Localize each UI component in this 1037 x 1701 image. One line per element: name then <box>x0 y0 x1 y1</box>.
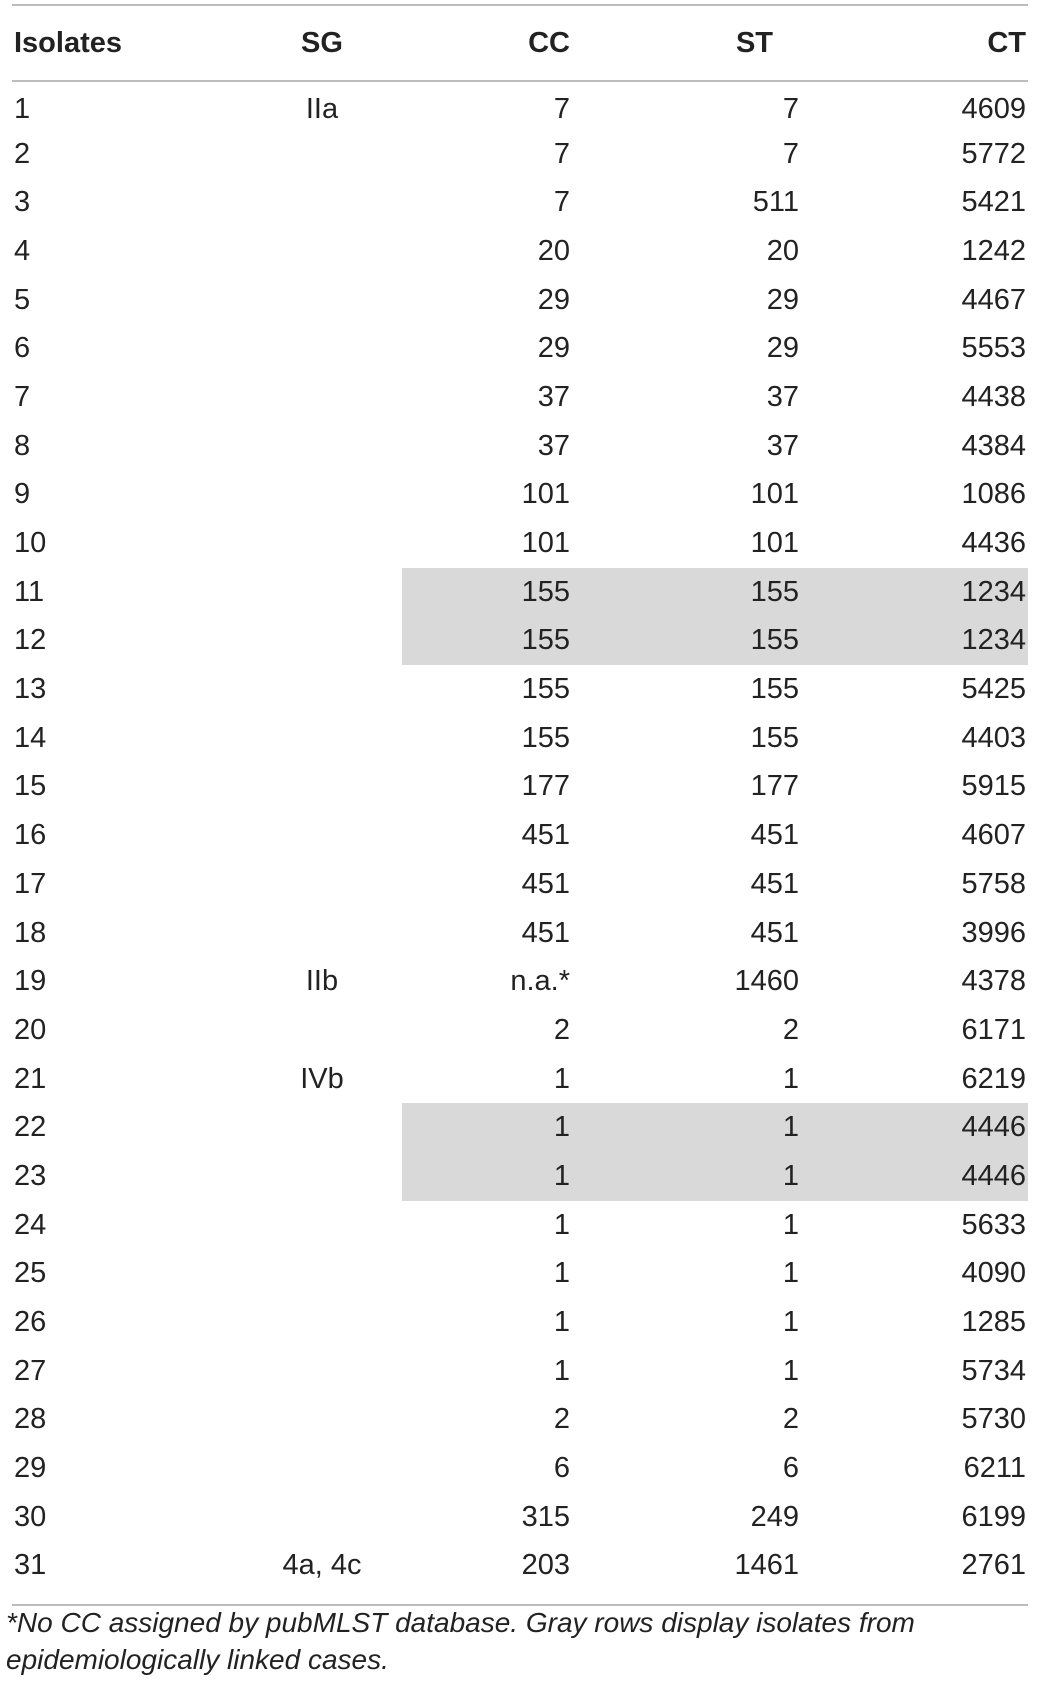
cell-cc: 203 <box>521 1549 570 1582</box>
cell-isolate: 16 <box>14 819 47 852</box>
cell-cc: 101 <box>521 527 570 560</box>
table-row <box>12 276 1028 325</box>
cell-isolate: 1 <box>14 93 31 126</box>
cell-sg <box>242 1444 402 1493</box>
cell-isolate: 15 <box>14 770 47 803</box>
table-row <box>12 130 1028 179</box>
cell-cc: 451 <box>521 916 570 949</box>
cell-ct: 4378 <box>961 965 1026 998</box>
cell-sg <box>242 909 402 958</box>
cell-ct: 5758 <box>961 867 1026 900</box>
cell-sg: IIa <box>305 93 339 126</box>
header-ct: CT <box>809 5 1028 81</box>
cell-sg <box>242 1298 402 1347</box>
table-row <box>12 909 1028 958</box>
cell-isolate: 7 <box>14 380 31 413</box>
cell-ct: 3996 <box>961 916 1026 949</box>
cell-isolate: 13 <box>14 673 47 706</box>
table-row <box>12 324 1028 373</box>
cell-st: 37 <box>766 429 799 462</box>
cell-sg <box>242 373 402 422</box>
cell-cc: 155 <box>521 721 570 754</box>
table-row <box>12 1250 1028 1299</box>
cell-sg: IIb <box>305 965 339 998</box>
cell-st: 2 <box>782 1013 799 1046</box>
cell-st: 1 <box>782 1354 799 1387</box>
table-row <box>12 714 1028 763</box>
cell-ct: 1242 <box>961 234 1026 267</box>
cell-st: 1 <box>782 1306 799 1339</box>
cell-ct: 5553 <box>961 332 1026 365</box>
cell-st: 451 <box>750 819 799 852</box>
table-row <box>12 665 1028 714</box>
cell-st: 101 <box>750 478 799 511</box>
cell-st: 1 <box>782 1062 799 1095</box>
cell-cc: 1 <box>402 1103 580 1152</box>
cell-sg: 4a, 4c <box>282 1549 362 1582</box>
cell-sg <box>242 763 402 812</box>
cell-cc: 20 <box>537 234 570 267</box>
cell-sg <box>242 811 402 860</box>
cell-sg <box>242 422 402 471</box>
cell-st: 101 <box>750 527 799 560</box>
cell-cc: 29 <box>537 332 570 365</box>
cell-ct: 5633 <box>961 1208 1026 1241</box>
cell-isolate: 20 <box>14 1013 47 1046</box>
cell-ct: 5734 <box>961 1354 1026 1387</box>
cell-sg <box>242 324 402 373</box>
table-row <box>12 1493 1028 1542</box>
cell-sg <box>242 227 402 276</box>
cell-ct: 1086 <box>961 478 1026 511</box>
cell-cc: 6 <box>553 1452 570 1485</box>
cell-ct: 4403 <box>961 721 1026 754</box>
table-header-row <box>12 5 1028 81</box>
header-isolates: Isolates <box>12 5 242 81</box>
cell-st: 451 <box>750 867 799 900</box>
cell-ct: 6199 <box>961 1500 1026 1533</box>
cell-sg <box>242 1006 402 1055</box>
cell-isolate: 2 <box>14 137 31 170</box>
cell-isolate: 23 <box>14 1159 47 1192</box>
cell-sg <box>242 860 402 909</box>
cell-st: 155 <box>750 673 799 706</box>
table-row <box>12 81 1028 130</box>
cell-isolate: 21 <box>14 1062 47 1095</box>
cell-isolate: 5 <box>14 283 31 316</box>
cell-ct: 2761 <box>961 1549 1026 1582</box>
cell-ct: 4438 <box>961 380 1026 413</box>
cell-st: 511 <box>752 186 799 219</box>
cell-ct: 4467 <box>961 283 1026 316</box>
header-st: ST <box>580 5 809 81</box>
cell-ct: 4446 <box>809 1103 1028 1152</box>
cell-sg <box>242 714 402 763</box>
table-footnote: *No CC assigned by pubMLST database. Gray rows display isolates from epidemiologically linked cases. <box>6 1607 915 1675</box>
cell-sg <box>242 130 402 179</box>
cell-ct: 6219 <box>961 1062 1026 1095</box>
cell-ct: 6211 <box>963 1452 1026 1485</box>
cell-cc: n.a.* <box>510 965 570 998</box>
cell-sg <box>242 1396 402 1445</box>
header-cc: CC <box>402 5 580 81</box>
table-row <box>12 519 1028 568</box>
cell-isolate: 3 <box>14 186 31 219</box>
cell-isolate: 22 <box>14 1111 47 1144</box>
table-row <box>12 860 1028 909</box>
cell-sg <box>242 1152 402 1201</box>
cell-isolate: 30 <box>14 1500 47 1533</box>
cell-cc: 7 <box>553 93 570 126</box>
cell-ct: 5425 <box>961 673 1026 706</box>
cell-sg <box>242 1493 402 1542</box>
cell-sg: IVb <box>300 1062 344 1095</box>
cell-isolate: 8 <box>14 429 31 462</box>
table-row <box>12 1298 1028 1347</box>
cell-ct: 4436 <box>961 527 1026 560</box>
cell-sg <box>242 1103 402 1152</box>
cell-sg <box>242 471 402 520</box>
cell-cc: 155 <box>402 617 580 666</box>
cell-cc: 451 <box>521 819 570 852</box>
cell-isolate: 26 <box>14 1306 47 1339</box>
cell-st: 7 <box>782 93 799 126</box>
cell-isolate: 14 <box>14 721 47 754</box>
cell-isolate: 12 <box>14 624 47 657</box>
cell-sg <box>242 1201 402 1250</box>
cell-st: 29 <box>766 283 799 316</box>
cell-st: 1 <box>782 1257 799 1290</box>
cell-isolate: 4 <box>14 234 31 267</box>
cell-sg <box>242 276 402 325</box>
cell-st: 155 <box>580 568 809 617</box>
cell-ct: 5772 <box>961 137 1026 170</box>
cell-isolate: 11 <box>14 575 45 608</box>
cell-ct: 4384 <box>961 429 1026 462</box>
cell-cc: 7 <box>553 186 570 219</box>
cell-sg <box>242 665 402 714</box>
cell-st: 6 <box>782 1452 799 1485</box>
cell-isolate: 27 <box>14 1354 47 1387</box>
cell-st: 37 <box>766 380 799 413</box>
table-row <box>12 1006 1028 1055</box>
cell-cc: 1 <box>402 1152 580 1201</box>
cell-ct: 5421 <box>961 186 1026 219</box>
cell-ct: 5915 <box>961 770 1026 803</box>
cell-sg <box>242 519 402 568</box>
cell-isolate: 10 <box>14 527 47 560</box>
cell-ct: 4609 <box>961 93 1026 126</box>
cell-st: 155 <box>580 617 809 666</box>
cell-sg <box>242 178 402 227</box>
cell-st: 249 <box>750 1500 799 1533</box>
cell-sg <box>242 568 402 617</box>
cell-isolate: 6 <box>14 332 31 365</box>
cell-st: 7 <box>782 137 799 170</box>
cell-cc: 1 <box>553 1306 570 1339</box>
cell-cc: 155 <box>521 673 570 706</box>
table-row <box>12 811 1028 860</box>
cell-cc: 451 <box>521 867 570 900</box>
table-row <box>12 1444 1028 1493</box>
cell-cc: 315 <box>521 1500 570 1533</box>
cell-st: 177 <box>750 770 799 803</box>
cell-st: 451 <box>750 916 799 949</box>
cell-ct: 1285 <box>961 1306 1026 1339</box>
cell-st: 1460 <box>734 965 799 998</box>
cell-st: 29 <box>766 332 799 365</box>
cell-isolate: 25 <box>14 1257 47 1290</box>
table-row <box>12 1201 1028 1250</box>
table-row <box>12 568 1028 617</box>
cell-st: 20 <box>766 234 799 267</box>
cell-sg <box>242 1347 402 1396</box>
cell-st: 2 <box>782 1403 799 1436</box>
cell-isolate: 17 <box>14 867 47 900</box>
cell-ct: 4607 <box>961 819 1026 852</box>
cell-isolate: 31 <box>14 1549 47 1582</box>
table-row <box>12 957 1028 1006</box>
cell-cc: 1 <box>553 1354 570 1387</box>
table-row <box>12 471 1028 520</box>
cell-isolate: 28 <box>14 1403 47 1436</box>
table-row <box>12 227 1028 276</box>
table-body <box>12 81 1028 1590</box>
cell-cc: 2 <box>553 1403 570 1436</box>
table-row <box>12 1152 1028 1201</box>
table-row <box>12 373 1028 422</box>
cell-st: 1461 <box>734 1549 799 1582</box>
cell-cc: 177 <box>521 770 570 803</box>
cell-isolate: 29 <box>14 1452 47 1485</box>
cell-cc: 1 <box>553 1257 570 1290</box>
cell-ct: 5730 <box>961 1403 1026 1436</box>
table-row <box>12 1542 1028 1591</box>
cell-isolate: 19 <box>14 965 47 998</box>
table-row <box>12 1055 1028 1104</box>
cell-ct: 1234 <box>809 617 1028 666</box>
cell-cc: 29 <box>537 283 570 316</box>
cell-st: 1 <box>782 1208 799 1241</box>
cell-ct: 4446 <box>809 1152 1028 1201</box>
cell-ct: 4090 <box>961 1257 1026 1290</box>
cell-st: 1 <box>580 1152 809 1201</box>
cell-st: 155 <box>750 721 799 754</box>
cell-sg <box>242 1250 402 1299</box>
table-row <box>12 617 1028 666</box>
cell-isolate: 24 <box>14 1208 47 1241</box>
table-row <box>12 1347 1028 1396</box>
cell-isolate: 18 <box>14 916 47 949</box>
table-row <box>12 178 1028 227</box>
cell-cc: 155 <box>402 568 580 617</box>
table-row <box>12 422 1028 471</box>
table-row <box>12 1103 1028 1152</box>
table-row <box>12 763 1028 812</box>
cell-ct: 1234 <box>809 568 1028 617</box>
header-sg: SG <box>242 5 402 81</box>
cell-ct: 6171 <box>961 1013 1026 1046</box>
isolates-table <box>12 4 1028 1590</box>
cell-st: 1 <box>580 1103 809 1152</box>
cell-cc: 37 <box>537 380 570 413</box>
table-row <box>12 1396 1028 1445</box>
cell-isolate: 9 <box>14 478 31 511</box>
cell-sg <box>242 617 402 666</box>
cell-cc: 7 <box>553 137 570 170</box>
cell-cc: 2 <box>553 1013 570 1046</box>
cell-cc: 101 <box>521 478 570 511</box>
cell-cc: 1 <box>553 1062 570 1095</box>
cell-cc: 1 <box>553 1208 570 1241</box>
cell-cc: 37 <box>537 429 570 462</box>
